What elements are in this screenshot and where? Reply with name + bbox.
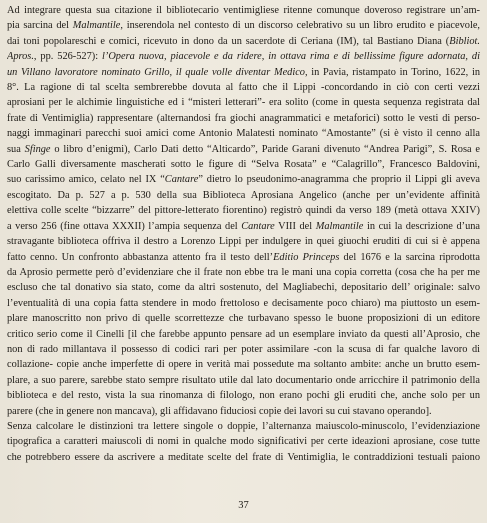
text-line: non di rado millantava il possesso di codici rari per poter assimilare -con la scusa di far qualche lavoro di <box>7 343 480 355</box>
text-line: pia sarcina del Malmantile, inserendola nel contesto di un discorso celebrativo su un libro erudito e piacevole, <box>7 20 480 32</box>
text-line: escluso che tal donativo sia stato, come da altri sostenuto, del Magliabechi, depositario dell’ originale: salvo <box>7 282 480 294</box>
body-text <box>7 3 480 465</box>
text-line: l’eventualità di una copia fatta stendere in modo frettoloso e decisamente poco chiaro) ma piuttosto un esem- <box>7 297 480 309</box>
page-number: 37 <box>238 500 249 511</box>
text-line: aprosiani per le alchimie linguistiche ed i “misteri letterari”- era solito (come in questa sequenza registrata dal <box>7 97 480 109</box>
text-line: sua Sfinge o libro d’enigmi), Carlo Dati detto “Alticardo”, Paride Garani divenuto “Andrea Parigi”, S. Rosa e <box>7 143 480 155</box>
text-line: che potrebbero essere da ascrivere a meditate scelte del frate di Ventimiglia, le contraddizioni testuali paiono <box>7 451 480 463</box>
text-line: da Aprosio permette però d’evidenziare che il frate non ebbe tra le mani una copia corretta (cosa che ha per me <box>7 266 480 278</box>
text-line: Carlo Galli diversamente mascherati sotto le figure di “Selva Rosata” e “Calagrillo”, Francesco Baldovini, <box>7 159 480 171</box>
text-line: Apros., pp. 526-527): l’Opera nuova, piacevole e da ridere, in ottava rima e di bellissime figure adornata, di <box>7 51 480 63</box>
text-line: parere (che in genere non mancava), gli affidavano fiduciosi copie dei lavori su cui stavano operando]. <box>7 405 432 417</box>
text-line: frate di Ventimiglia) rappresentare (alternandosi fra giochi anagrammatici e metaforici) sotto le vesti di perso- <box>7 112 480 124</box>
text-line: un Villano lavoratore nominato Grillo, il quale volle diventar Medico, in Pavia, ristampato in Torino, 1622, in <box>7 66 480 78</box>
text-line: plare, a suo parere, sarebbe stato sempre risultato utile dal lato documentario onde arricchire il patrimonio della <box>7 374 480 386</box>
text-line: dai toni popolareschi e comici, ricevuto in dono da un sacerdote di Ceriana (IM), tal Bastiano Diana (Bibliot. <box>7 35 480 47</box>
text-line: a verso 256 (fine ottava XXXII) l’ampia sequenza del Cantare VIII del Malmantile in cui la descrizione d’una <box>7 220 480 232</box>
text-line: suo carissimo amico, celato nel IX “Cantare” dietro lo pseudonimo-anagramma che proprio il Lippi gli aveva <box>7 174 480 186</box>
text-line: naggi immaginari parecchi suoi amici come Antonio Malatesti nominato “Amostante” (si è visto il cenno alla <box>7 128 480 140</box>
text-line: stravagante biblioteca offriva il destro a Lorenzo Lippi per indulgere in quei giuochi eruditi di cui si è appena <box>7 236 480 248</box>
text-line: escogitato. Da p. 527 a p. 530 della sua Biblioteca Aprosiana Angelico (anche per un’evidente affinità <box>7 189 480 201</box>
text-line: Senza calcolare le distinzioni tra lettere singole o doppie, l’alternanza maiuscolo-minuscolo, l’evidenziazione <box>7 420 480 432</box>
text-line: plare manoscritto non privo di quelle scorrettezze che turbavano spesso le buone proposizioni di un editore <box>7 313 480 325</box>
text-line: elettiva colle scelte “bizzarre” del pittore-letterato fiorentino) registrò quindi da verso 189 (metà ottava XXIV) <box>7 205 480 217</box>
text-line: critico serio come il Cinelli [il che farebbe appunto pensare ad un esemplare inviato da questi all’Aprosio, che <box>7 328 480 340</box>
text-line: fatto cenno. Un confronto abbastanza attento fra il testo dell’Editio Princeps del 1676 e la sarcina riprodotta <box>7 251 480 263</box>
text-line: tipografica a caratteri maiuscoli di nomi in qualche modo significativi per certe ideazioni aprosiane, cose tutte <box>7 436 480 448</box>
text-line: 8°. La ragione di tal scelta sembrerebbe dovuta al fatto che il Lippi -concordando in ciò con certi vezzi <box>7 82 480 94</box>
text-line: biblioteca e del resto, vista la sua rinomanza di filologo, non erano pochi gli eruditi che, anche solo per un <box>7 390 480 402</box>
text-line: Ad integrare questa sua citazione il bibliotecario ventimigliese ritenne comunque doveroso registrare un’am- <box>7 5 480 16</box>
text-line: collazione- copie anche imperfette di opere in verità mai possedute ma soltanto ambite: anche un brutto esem- <box>7 359 480 371</box>
